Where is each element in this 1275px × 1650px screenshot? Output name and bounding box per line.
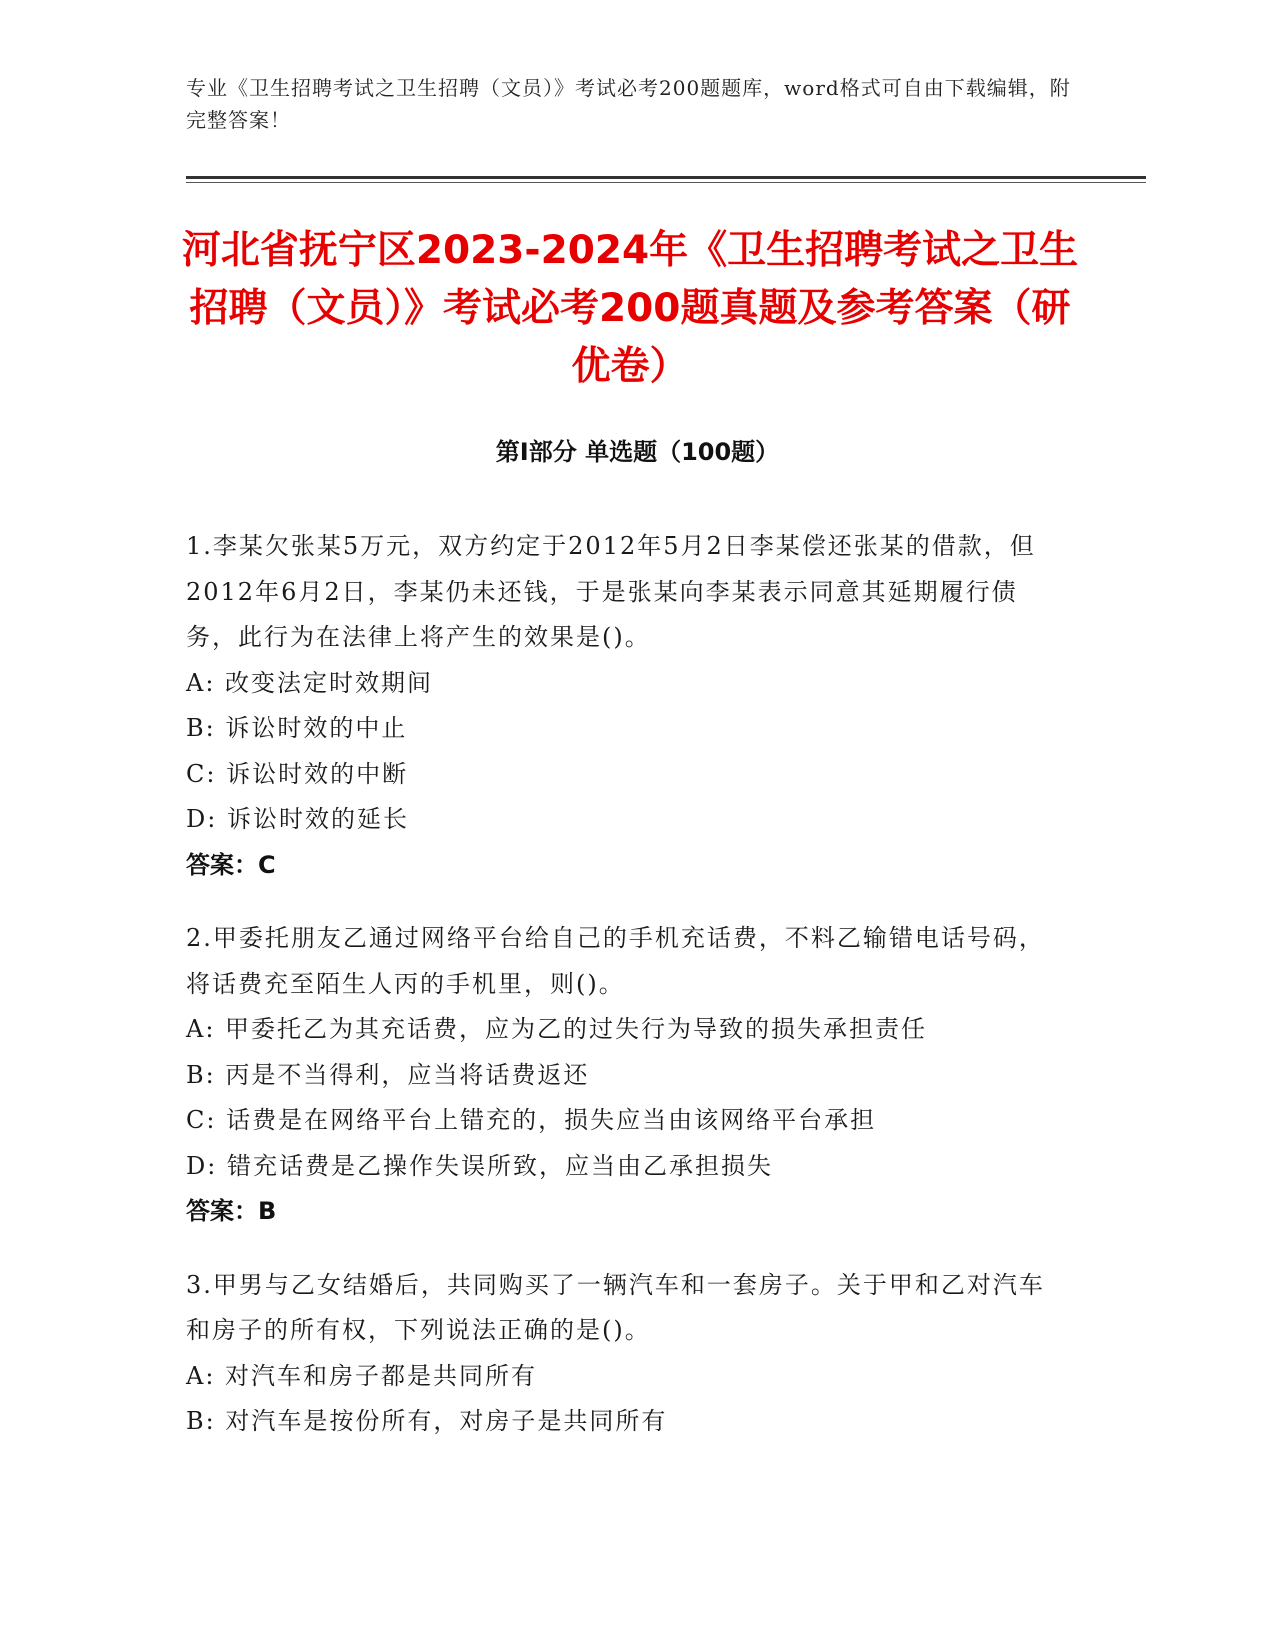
option-c: C: 诉讼时效的中断: [186, 759, 409, 788]
option-a: A: 改变法定时效期间: [186, 668, 434, 697]
option-b: B: 诉讼时效的中止: [186, 714, 408, 742]
question-1: [186, 524, 1066, 888]
question-3: [186, 1263, 1066, 1445]
answer-label: 答案：B: [186, 1197, 277, 1225]
question-stem: 1.李某欠张某5万元，双方约定于2012年5月2日李某偿还张某的借款，但2012年6月2日，李某仍未还钱，于是张某向李某表示同意其延期履行债务，此行为在法律上将产生的效果是()。: [186, 532, 1036, 651]
document-title: 河北省抚宁区2023-2024年《卫生招聘考试之卫生招聘（文员）》考试必考200题真题及参考答案（研优卷）: [181, 228, 1079, 389]
question-list: [186, 524, 1066, 1473]
option-b: B: 对汽车是按份所有，对房子是共同所有: [186, 1407, 668, 1435]
question-stem: 3.甲男与乙女结婚后，共同购买了一辆汽车和一套房子。关于甲和乙对汽车和房子的所有权，下列说法正确的是()。: [186, 1270, 1045, 1344]
answer-label: 答案：C: [186, 850, 276, 879]
section-heading: 第Ⅰ部分 单选题（100题）: [495, 438, 780, 466]
header-divider-thick: [186, 176, 1146, 179]
option-d: D: 诉讼时效的延长: [186, 805, 409, 833]
option-a: A: 甲委托乙为其充话费，应为乙的过失行为导致的损失承担责任: [186, 1015, 928, 1043]
option-d: D: 错充话费是乙操作失误所致，应当由乙承担损失: [186, 1151, 773, 1180]
option-c: C: 话费是在网络平台上错充的，损失应当由该网络平台承担: [186, 1106, 877, 1134]
header-divider-thin: [186, 182, 1146, 183]
option-b: B: 丙是不当得利，应当将话费返还: [186, 1060, 590, 1089]
question-2: [186, 916, 1066, 1235]
header-note: 专业《卫生招聘考试之卫生招聘（文员）》考试必考200题题库，word格式可自由下载编辑，附完整答案！: [186, 76, 1071, 132]
question-stem: 2.甲委托朋友乙通过网络平台给自己的手机充话费，不料乙输错电话号码，将话费充至陌生人丙的手机里，则()。: [186, 924, 1045, 998]
option-a: A: 对汽车和房子都是共同所有: [186, 1361, 538, 1390]
